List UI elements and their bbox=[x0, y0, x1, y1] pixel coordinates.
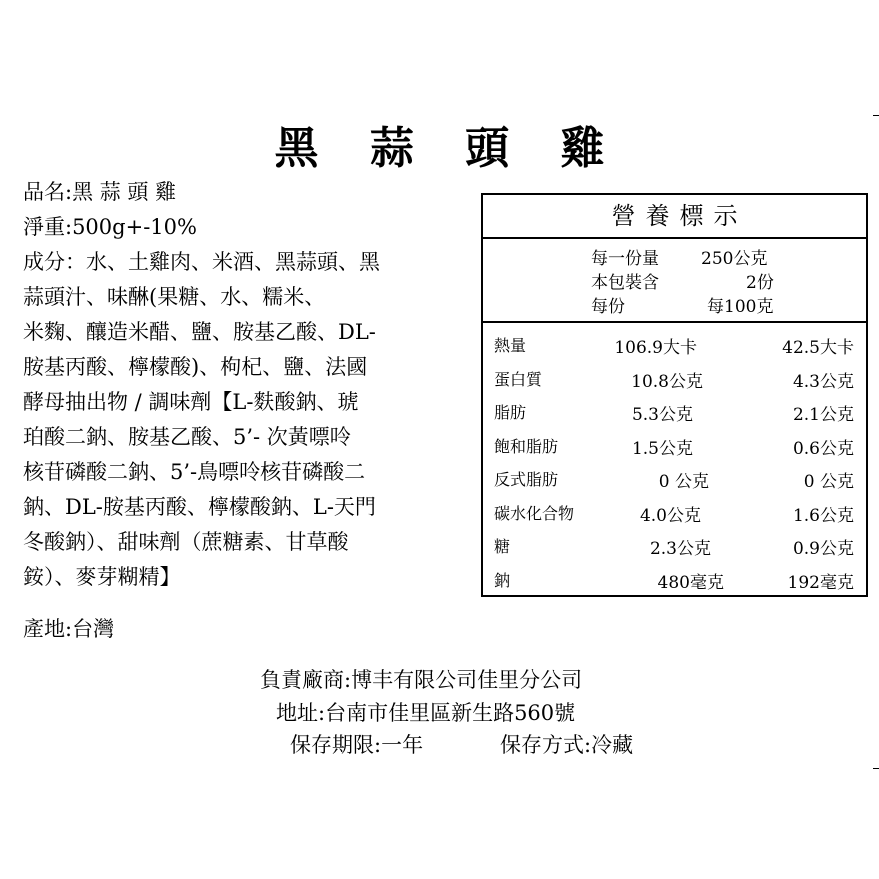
product-title: 黑 蒜 頭 雞 bbox=[274, 123, 623, 174]
nutrient-per-100g: 0 公克 bbox=[803, 472, 854, 492]
nutrient-per-serving: 106.9大卡 bbox=[614, 338, 697, 358]
product-name: 品名:黑 蒜 頭 雞 bbox=[23, 180, 177, 204]
ingredients-line: 銨）、麥芽糊精】 bbox=[23, 565, 181, 589]
nutrient-name: 脂肪 bbox=[494, 403, 527, 422]
nutrient-per-serving: 5.3公克 bbox=[631, 405, 693, 425]
nutrient-per-serving: 2.3公克 bbox=[649, 539, 711, 559]
edge-tick-bottom bbox=[873, 768, 879, 769]
nutrient-per-100g: 192毫克 bbox=[787, 572, 854, 593]
nutrient-row bbox=[483, 327, 866, 360]
nutrient-per-100g: 0.6公克 bbox=[792, 438, 854, 459]
nutrient-name: 飽和脂肪 bbox=[494, 436, 559, 456]
servings-per-pack-label: 本包裝含 bbox=[591, 273, 659, 293]
address: 地址:台南市佳里區新生路560號 bbox=[276, 701, 576, 725]
nutrient-per-serving: 1.5公克 bbox=[631, 438, 693, 459]
serving-size-value: 250公克 bbox=[701, 249, 768, 269]
nutrient-per-serving: 4.0公克 bbox=[639, 505, 701, 526]
nutrient-per-100g: 2.1公克 bbox=[792, 405, 854, 425]
nutrient-name: 鈉 bbox=[494, 570, 511, 590]
ingredients-line: 胺基丙酸、檸檬酸)、枸杞、鹽、法國 bbox=[23, 355, 368, 379]
ingredients-line: 冬酸鈉）、甜味劑（蔗糖素、甘草酸 bbox=[23, 530, 349, 554]
origin: 產地:台灣 bbox=[23, 617, 115, 641]
ingredients-line: 鈉、DL-胺基丙酸、檸檬酸鈉、L-天門 bbox=[23, 495, 376, 519]
per-serving-label: 每份 bbox=[591, 297, 625, 317]
ingredients-line: 酵母抽出物 / 調味劑【L-麩酸鈉、琥 bbox=[23, 390, 359, 414]
nutrient-per-100g: 4.3公克 bbox=[792, 371, 854, 392]
nutrient-row bbox=[483, 562, 866, 595]
ingredients-line: 成分：水、土雞肉、米酒、黑蒜頭、黑 bbox=[23, 250, 380, 274]
nutrition-heading: 營養標示 bbox=[483, 195, 866, 239]
nutrient-row bbox=[483, 361, 866, 394]
nutrient-per-serving: 480毫克 bbox=[657, 572, 724, 593]
net-weight: 淨重:500g+-10% bbox=[23, 215, 197, 239]
nutrient-row bbox=[483, 428, 866, 461]
nutrient-per-serving: 10.8公克 bbox=[631, 371, 703, 392]
serving-size-label: 每一份量 bbox=[591, 249, 659, 269]
ingredients-line: 珀酸二鈉、胺基乙酸、5’- 次黃嘌呤 bbox=[23, 425, 351, 449]
ingredients-line: 蒜頭汁、味醂(果糖、水、糯米、 bbox=[23, 285, 326, 309]
nutrient-per-100g: 1.6公克 bbox=[792, 505, 854, 526]
nutrient-name: 碳水化合物 bbox=[494, 503, 575, 523]
nutrient-name: 反式脂肪 bbox=[494, 470, 559, 489]
nutrient-per-100g: 42.5大卡 bbox=[782, 338, 854, 358]
nutrient-per-100g: 0.9公克 bbox=[792, 539, 854, 559]
manufacturer: 負責廠商:博丰有限公司佳里分公司 bbox=[260, 668, 583, 692]
nutrient-name: 熱量 bbox=[494, 336, 527, 355]
nutrient-row bbox=[483, 394, 866, 427]
ingredients-line: 米麴、釀造米醋、鹽、胺基乙酸、DL- bbox=[23, 320, 376, 344]
per-100g-label: 每100克 bbox=[707, 297, 774, 317]
nutrient-row bbox=[483, 528, 866, 561]
nutrient-name: 糖 bbox=[494, 537, 511, 556]
nutrient-row bbox=[483, 495, 866, 528]
serving-info bbox=[483, 239, 866, 323]
servings-per-pack-value: 2份 bbox=[746, 273, 774, 293]
nutrition-label bbox=[481, 193, 868, 597]
nutrient-name: 蛋白質 bbox=[494, 369, 543, 389]
storage: 保存方式:冷藏 bbox=[500, 733, 634, 757]
nutrient-per-serving: 0 公克 bbox=[658, 472, 709, 492]
nutrient-row bbox=[483, 461, 866, 494]
ingredients-line: 核苷磷酸二鈉、5’-鳥嘌呤核苷磷酸二 bbox=[23, 460, 366, 484]
shelf-life: 保存期限:一年 bbox=[290, 733, 424, 757]
